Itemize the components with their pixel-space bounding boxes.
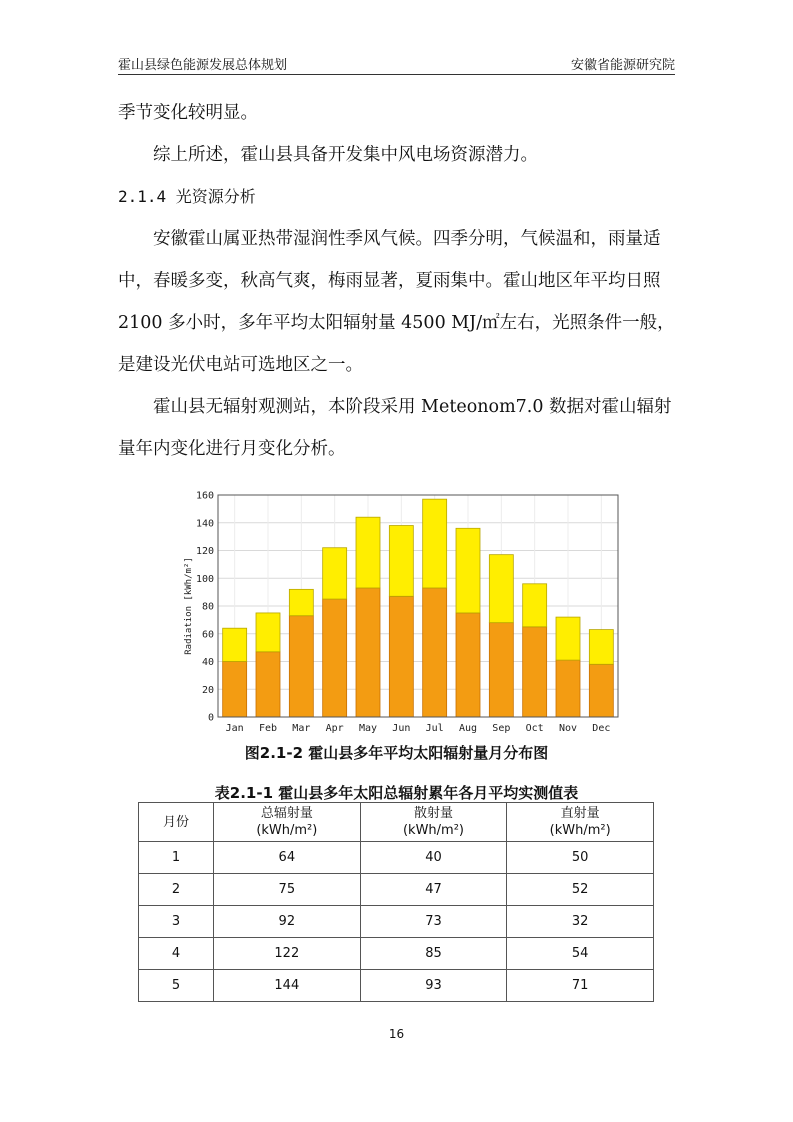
section-heading: 2.1.4 光资源分析 [118,187,256,206]
cell-month: 2 [139,874,214,906]
paragraph-data-source: 霍山县无辐射观测站，本阶段采用 Meteonom7.0 数据对霍山辐射量年内变化进行月变化分析。 [118,397,672,459]
x-tick-label: Nov [558,723,578,734]
cell-total: 75 [214,874,361,906]
y-tick-label: 140 [195,518,214,530]
paragraph-climate: 安徽霍山属亚热带湿润性季风气候。四季分明，气候温和，雨量适中，春暖多变，秋高气爽，梅雨显著，夏雨集中。霍山地区年平均日照 2100 多小时，多年平均太阳辐射量 4500 MJ/㎡左右，光照条件一般，是建设光伏电站可选地区之一。 [118,229,675,375]
bar-segment [489,623,513,717]
table-row [139,938,654,970]
bar-segment [556,617,580,660]
header-document-title: 霍山县绿色能源发展总体规划 [118,58,288,73]
bar-segment [556,660,580,717]
bar-segment [223,628,247,661]
x-tick-label: Apr [325,723,344,734]
bar-segment [589,630,613,665]
y-tick-label: 20 [201,684,214,696]
x-tick-label: Aug [458,723,478,734]
page-number: 16 [388,1027,405,1041]
table-header-row [139,803,654,842]
header-month: 月份 [139,803,214,842]
cell-month: 1 [139,842,214,874]
header-organization: 安徽省能源研究院 [570,58,675,73]
y-tick-label: 100 [195,573,214,585]
table-row [139,842,654,874]
bar-segment [456,613,480,717]
header-diffuse: 散射量 (kWh/m²) [360,803,507,842]
cell-diffuse: 47 [360,874,507,906]
bar-segment [256,652,280,717]
y-tick-label: 80 [201,601,214,613]
bar-segment [589,664,613,717]
figure-caption: 图2.1-2 霍山县多年平均太阳辐射量月分布图 [244,744,549,762]
y-tick-label: 0 [207,712,214,724]
x-tick-label: Oct [525,723,544,734]
radiation-table [138,802,654,1002]
bar-segment [289,616,313,717]
bar-segment [323,599,347,717]
cell-direct: 54 [507,938,654,970]
cell-diffuse: 73 [360,906,507,938]
bar-segment [289,589,313,615]
bar-segment [256,613,280,652]
bar-segment [389,596,413,717]
x-tick-label: Mar [292,723,311,734]
bar-segment [456,528,480,613]
bar-segment [223,662,247,718]
bar-segment [389,526,413,597]
cell-direct: 52 [507,874,654,906]
cell-month: 3 [139,906,214,938]
y-tick-label: 120 [195,546,214,557]
x-tick-label: Jul [425,723,444,734]
y-tick-label: 160 [195,490,214,502]
table-caption: 表2.1-1 霍山县多年太阳总辐射累年各月平均实测值表 [214,784,579,802]
cell-diffuse: 40 [360,842,507,874]
bar-segment [423,499,447,588]
table-row [139,906,654,938]
y-axis-label: Radiation [kWh/m²] [184,557,194,655]
bar-segment [323,548,347,599]
page-header [118,50,675,75]
cell-month: 5 [139,970,214,1002]
cell-diffuse: 93 [360,970,507,1002]
cell-diffuse: 85 [360,938,507,970]
cell-total: 64 [214,842,361,874]
radiation-bar-chart [180,488,620,738]
cell-direct: 50 [507,842,654,874]
bar-segment [356,517,380,588]
x-tick-label: May [358,723,378,734]
bar-segment [423,588,447,717]
bar-segment [523,584,547,627]
header-direct: 直射量 (kWh/m²) [507,803,654,842]
cell-total: 92 [214,906,361,938]
x-tick-label: Sep [492,723,511,734]
bar-segment [489,555,513,623]
cell-total: 122 [214,938,361,970]
x-tick-label: Jun [392,723,411,734]
bar-segment [523,627,547,717]
paragraph-summary: 综上所述，霍山县具备开发集中风电场资源潜力。 [153,145,538,165]
x-tick-label: Dec [592,723,611,734]
cell-direct: 71 [507,970,654,1002]
table-row [139,874,654,906]
y-tick-label: 40 [201,657,214,668]
cell-total: 144 [214,970,361,1002]
header-total: 总辐射量 (kWh/m²) [214,803,361,842]
x-tick-label: Jan [225,723,244,734]
paragraph-continuation: 季节变化较明显。 [118,103,258,123]
bar-segment [356,588,380,717]
y-tick-label: 60 [201,629,214,641]
cell-month: 4 [139,938,214,970]
cell-direct: 32 [507,906,654,938]
x-tick-label: Feb [258,723,278,734]
table-row [139,970,654,1002]
